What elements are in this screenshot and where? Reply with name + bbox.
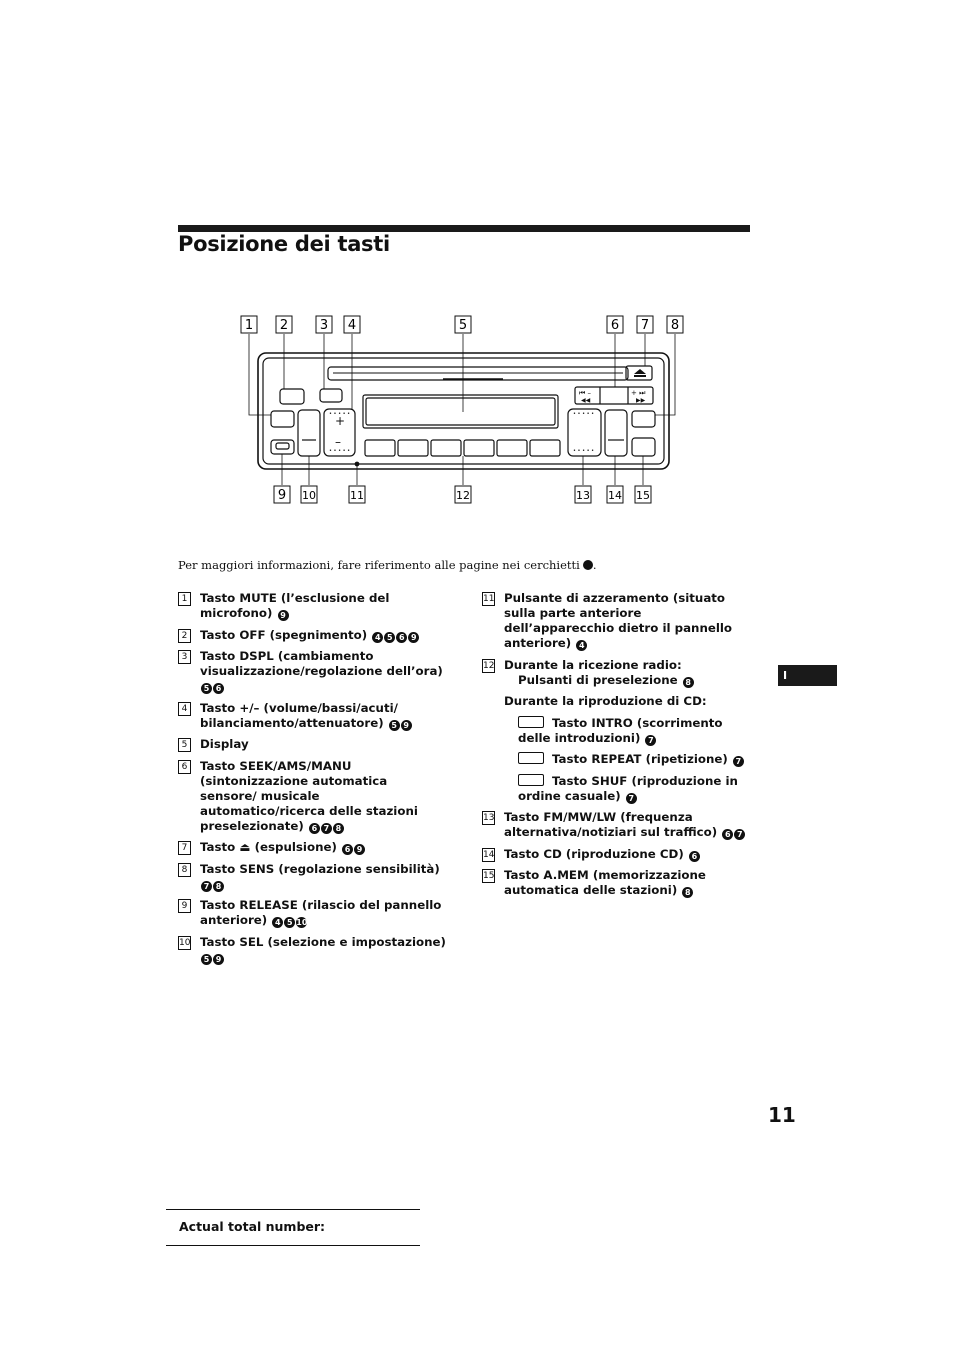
cd-items xyxy=(482,716,754,804)
page-ref-icon: 4 xyxy=(372,632,383,643)
item-text: Tasto SEEK/AMS/MANU (sintonizzazione automatica sensore/ musicale automatico/ricerca delle stazioni preselezionate) xyxy=(200,758,418,833)
page-ref-icon: 9 xyxy=(354,844,365,855)
callout-label: 4 xyxy=(347,318,357,333)
item-number: 7 xyxy=(178,841,191,855)
stereo-front-panel-diagram xyxy=(238,312,688,512)
item-text: Tasto INTRO (scorrimento delle introduzioni) xyxy=(518,715,723,745)
page-ref-icon: 7 xyxy=(321,823,332,834)
svg-text:▶▶: ▶▶ xyxy=(636,397,646,404)
list-item-2 xyxy=(178,628,448,643)
bottom-callouts xyxy=(274,486,651,503)
item-number: 3 xyxy=(178,650,191,664)
item-text: Tasto OFF (spegnimento) xyxy=(200,627,368,642)
item-subtext: Pulsanti di preselezione xyxy=(518,672,678,687)
item-number: 9 xyxy=(178,899,191,913)
item-text: Tasto FM/MW/LW (frequenza alternativa/notiziari sul traffico) xyxy=(504,810,718,839)
item-text: Display xyxy=(200,737,249,751)
page-refs xyxy=(688,847,700,861)
item-number: 13 xyxy=(483,813,495,823)
item-text: Tasto A.MEM (memorizzazione automatica delle stazioni) xyxy=(504,868,706,897)
page-refs xyxy=(200,950,224,964)
cd-item xyxy=(482,716,754,746)
item-text: Tasto SENS (regolazione sensibilità) xyxy=(200,861,440,876)
page-refs xyxy=(575,636,587,650)
callout-label: 1 xyxy=(244,318,254,333)
callout-label: 14 xyxy=(608,489,622,502)
item-number: 14 xyxy=(483,849,495,860)
page-refs xyxy=(371,628,419,642)
list-item-13 xyxy=(482,810,754,840)
svg-text:• • • • •: • • • • • xyxy=(329,411,351,417)
item-number: 5 xyxy=(178,738,191,752)
list-item-12 xyxy=(482,658,754,688)
rest-items xyxy=(482,810,754,898)
page-refs xyxy=(682,673,694,687)
callout-label: 10 xyxy=(302,489,316,502)
intro-sentence: Per maggiori informazioni, fare riferimento alle pagine nei cerchietti xyxy=(178,558,580,572)
page-refs xyxy=(388,716,412,730)
page-ref-icon: 7 xyxy=(645,735,656,746)
page-ref-icon: 4 xyxy=(272,917,283,928)
button-outline-icon xyxy=(518,716,544,728)
callout-label: 3 xyxy=(319,318,329,333)
page-ref-icon: 6 xyxy=(309,823,320,834)
item-number: 2 xyxy=(178,629,191,643)
page-refs xyxy=(721,825,745,839)
callout-label: 7 xyxy=(640,318,650,333)
item-text: Tasto SHUF (riproduzione in ordine casuale) xyxy=(518,773,738,803)
item-number: 4 xyxy=(178,702,191,716)
callout-label: 8 xyxy=(670,318,680,333)
page-ref-icon: 8 xyxy=(333,823,344,834)
list-item-4 xyxy=(178,701,448,731)
callout-label: 12 xyxy=(456,489,470,502)
page-ref-icon: 7 xyxy=(626,793,637,804)
list-item-1 xyxy=(178,591,448,621)
list-item-5 xyxy=(178,737,448,752)
page-ref-icon: 6 xyxy=(342,844,353,855)
page-ref-icon: 5 xyxy=(389,720,400,731)
page-refs xyxy=(681,883,693,897)
page-ref-icon: 8 xyxy=(213,881,224,892)
page-ref-icon: 7 xyxy=(733,756,744,767)
list-item-8 xyxy=(178,862,448,892)
cd-item xyxy=(482,774,754,804)
callout-label: 5 xyxy=(458,318,468,333)
button-outline-icon xyxy=(518,774,544,786)
item-text: Tasto +/– (volume/bassi/acuti/ bilanciamento/attenuatore) xyxy=(200,700,398,730)
page-ref-icon: 8 xyxy=(683,677,694,688)
item-number: 1 xyxy=(178,592,191,606)
list-item-10 xyxy=(178,935,448,965)
svg-text:◀◀: ◀◀ xyxy=(581,397,591,404)
cd-heading: Durante la riproduzione di CD: xyxy=(504,694,707,708)
item-text: Tasto DSPL (cambiamento visualizzazione/regolazione dell’ora) xyxy=(200,649,443,678)
list-item-15 xyxy=(482,868,754,898)
page-refs xyxy=(277,606,289,620)
page-ref-icon: 6 xyxy=(722,829,733,840)
page-refs xyxy=(200,877,224,891)
callout-label: 15 xyxy=(636,489,650,502)
callout-label: 13 xyxy=(576,489,590,502)
item-text: Tasto ⏏ (espulsione) xyxy=(200,840,337,854)
page-ref-icon: 5 xyxy=(384,632,395,643)
seek-back-icon: ⏮ – xyxy=(579,389,592,397)
list-item-9 xyxy=(178,898,448,928)
item-number: 15 xyxy=(483,871,495,881)
list-item-7 xyxy=(178,840,448,855)
list-item-14 xyxy=(482,847,754,862)
callout-label: 9 xyxy=(277,488,287,503)
page-ref-icon: 7 xyxy=(734,829,745,840)
section-tab: I xyxy=(778,665,837,686)
right-column-list xyxy=(482,591,754,905)
page-ref-icon: 5 xyxy=(201,954,212,965)
page-number: 11 xyxy=(768,1103,796,1127)
page-ref-icon: 6 xyxy=(689,851,700,862)
svg-text:• • • • •: • • • • • xyxy=(573,448,595,454)
item-number: 11 xyxy=(483,594,495,604)
page-ref-icon: 9 xyxy=(278,610,289,621)
svg-text:–: – xyxy=(335,435,341,449)
item-number: 6 xyxy=(178,760,191,774)
list-item-11 xyxy=(482,591,754,651)
top-rule xyxy=(178,225,750,232)
page-ref-icon: 8 xyxy=(682,887,693,898)
list-item-6 xyxy=(178,759,448,834)
page-ref-icon: 9 xyxy=(213,954,224,965)
item-number: 10 xyxy=(179,937,191,948)
button-outline-icon xyxy=(518,752,544,764)
page-refs xyxy=(271,913,307,927)
item-text: Pulsante di azzeramento (situato sulla parte anteriore dell’apparecchio dietro il pannello anteriore) xyxy=(504,591,733,650)
item-number: 8 xyxy=(178,863,191,877)
callout-label: 11 xyxy=(350,489,364,502)
page-ref-icon: 9 xyxy=(408,632,419,643)
page-ref-icon: 6 xyxy=(396,632,407,643)
top-callouts xyxy=(241,316,683,333)
callout-label: 2 xyxy=(279,318,289,333)
footer-box xyxy=(166,1209,420,1246)
svg-text:+: + xyxy=(335,414,346,428)
page-ref-icon: 9 xyxy=(401,720,412,731)
callout-label: 6 xyxy=(610,318,620,333)
list-item-3 xyxy=(178,649,448,694)
page-refs xyxy=(341,840,365,854)
left-column-list xyxy=(178,591,448,971)
item-number: 12 xyxy=(483,660,495,671)
page-title: Posizione dei tasti xyxy=(178,232,390,256)
page-ref-icon: 10 xyxy=(296,918,308,927)
page-ref-icon: 5 xyxy=(201,683,212,694)
footer-label: Actual total number: xyxy=(179,1219,326,1234)
svg-text:• • • • •: • • • • • xyxy=(329,448,351,454)
seek-forward-icon: + ⏭ xyxy=(631,389,646,397)
item-text: Tasto RELEASE (rilascio del pannello anteriore) xyxy=(200,898,442,927)
page-ref-icon: 4 xyxy=(576,640,587,651)
intro-text: Per maggiori informazioni, fare riferimento alle pagine nei cerchietti . xyxy=(178,558,597,572)
cd-item xyxy=(482,752,754,767)
page-ref-icon: 7 xyxy=(201,881,212,892)
item-text: Tasto SEL (selezione e impostazione) xyxy=(200,934,446,949)
svg-text:• • • • •: • • • • • xyxy=(573,411,595,417)
item-text: Tasto REPEAT (ripetizione) xyxy=(552,752,728,766)
page-refs xyxy=(200,679,224,693)
item-text: Tasto CD (riproduzione CD) xyxy=(504,846,684,861)
page-refs xyxy=(308,819,344,833)
eject-icon xyxy=(634,369,646,374)
page-ref-icon: 5 xyxy=(284,917,295,928)
item-text: Tasto MUTE (l’esclusione del microfono) xyxy=(200,591,390,620)
bullet-dot-icon xyxy=(583,560,593,570)
page-ref-icon: 6 xyxy=(213,683,224,694)
item-text: Durante la ricezione radio: xyxy=(504,657,682,672)
